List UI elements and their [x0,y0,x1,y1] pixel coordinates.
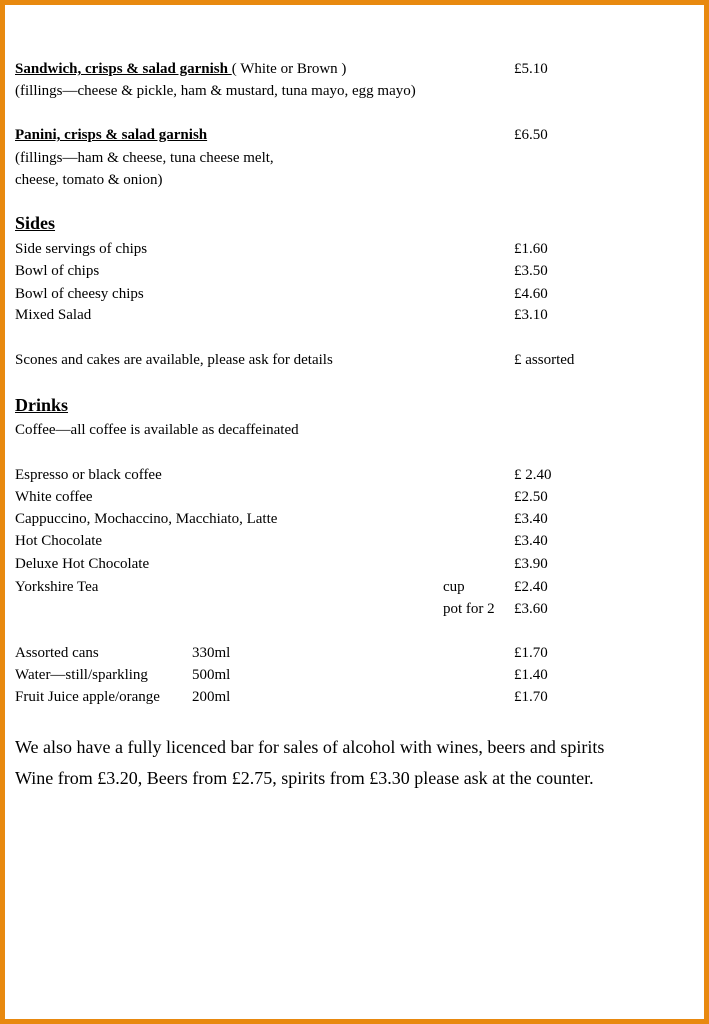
drink-item-price: £2.50 [514,489,548,505]
side-item-name: Side servings of chips [15,241,148,257]
panini-price: £6.50 [514,127,548,143]
drink-item-price: £3.40 [514,511,548,527]
sides-heading: Sides [15,213,56,233]
bar-note-line1: We also have a fully licenced bar for sales of alcohol with wines, beers and spirits [15,737,605,757]
tea-pot-label: pot for 2 [443,601,495,617]
panini-title: Panini, crisps & salad garnish [15,127,208,143]
panini-fillings-line2: cheese, tomato & onion) [15,172,163,188]
cold-drink-size: 330ml [192,645,231,661]
tea-name: Yorkshire Tea [15,579,99,595]
cold-drink-name: Fruit Juice apple/orange [15,689,160,705]
cold-drink-size: 200ml [192,689,231,705]
drink-item-name: Hot Chocolate [15,533,103,549]
drinks-heading: Drinks [15,395,69,415]
sandwich-fillings: (fillings—cheese & pickle, ham & mustard, tuna mayo, egg mayo) [15,83,416,99]
tea-cup-label: cup [443,579,465,595]
drink-item-price: £3.40 [514,533,548,549]
panini-fillings-line1: (fillings—ham & cheese, tuna cheese melt, [15,150,274,166]
drink-item-price: £ 2.40 [514,467,552,483]
sandwich-title-line [15,60,346,78]
scones-note: Scones and cakes are available, please ask for details [15,352,333,368]
tea-cup-price: £2.40 [514,579,548,595]
drink-item-name: Cappuccino, Mochaccino, Macchiato, Latte [15,511,278,527]
scones-price: £ assorted [514,352,575,368]
decaf-note: Coffee—all coffee is available as decaffeinated [15,422,299,438]
drink-item-name: Espresso or black coffee [15,467,162,483]
tea-pot-price: £3.60 [514,601,548,617]
cold-drink-name: Assorted cans [15,645,99,661]
drink-item-price: £3.90 [514,556,548,572]
cold-drink-price: £1.70 [514,689,548,705]
cold-drink-name: Water—still/sparkling [15,667,148,683]
cold-drink-price: £1.40 [514,667,548,683]
side-item-price: £4.60 [514,286,548,302]
cold-drink-size: 500ml [192,667,231,683]
sandwich-title: Sandwich, crisps & salad garnish [15,61,232,77]
side-item-price: £1.60 [514,241,548,257]
side-item-name: Bowl of cheesy chips [15,286,144,302]
side-item-name: Mixed Salad [15,307,92,323]
side-item-price: £3.50 [514,263,548,279]
sandwich-bread-option: ( White or Brown ) [231,61,347,77]
side-item-price: £3.10 [514,307,548,323]
cold-drink-price: £1.70 [514,645,548,661]
drink-item-name: White coffee [15,489,93,505]
bar-note-line2: Wine from £3.20, Beers from £2.75, spirits from £3.30 please ask at the counter. [15,768,594,788]
sandwich-price: £5.10 [514,61,548,77]
drink-item-name: Deluxe Hot Chocolate [15,556,150,572]
side-item-name: Bowl of chips [15,263,100,279]
